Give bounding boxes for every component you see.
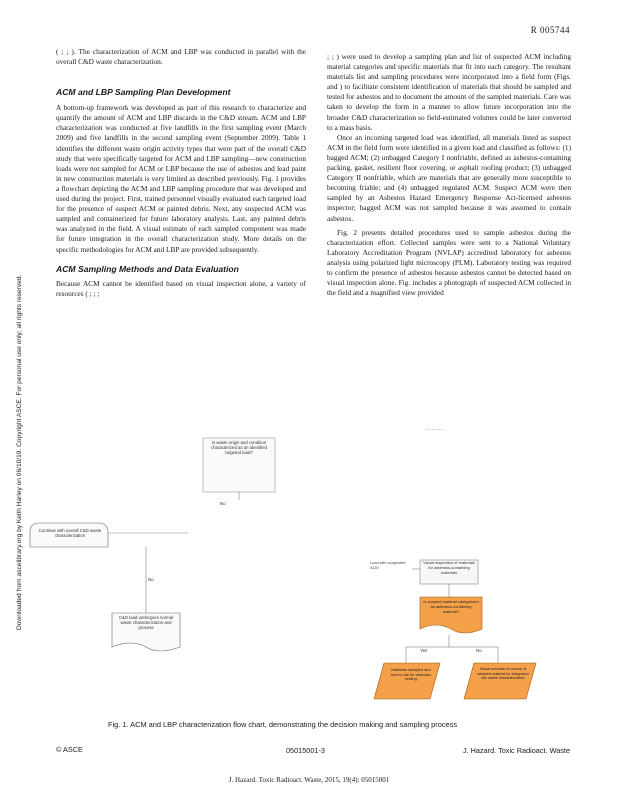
flow-top-label: - - - - - - — [426, 427, 443, 433]
right-paragraph-classification: Once an incoming targeted load was identified, all materials listed as suspect ACM in the field form were identified in a given load and classified as follows: (1) bagged ACM; (2) unbagged Category I nonfriable, defined as asbestos-containing packing, gasket, resilient floor covering, or asphalt roofing product; (3) unbagged Category II nonfriable, which are materials that are generally more susceptible to becoming friable; and (4) unbagged regulated ACM. Suspect ACM were then sampled by an Asbestos Hazard Emergency Response Act-licensed asbestos inspector; bagged ACM was not sampled because it was assumed to contain asbestos. — [327, 132, 571, 223]
left-paragraph-framework: A bottom-up framework was developed as part of this research to characterize and quantify the amount of ACM and LBP discards in the C&D stream. ACM and LBP characterization was conducted at five landfills in the first sampling event (March 2009) and five landfills in the second sampling event (September 2009). Table 1 identifies the different waste origin activity types that were part of the overall C&D study that were specifically targeted for ACM and LBP sampling—new construction loads were not sampled for ACM or LBP because the use of asbestos and lead paint in new construction materials is very limited as described previously. Fig. 1 provides a flowchart depicting the ACM and LBP sampling procedure that was developed and used during the project. First, trained personnel visually evaluated each targeted load for the presence of suspect ACM or painted debris. Next, any suspected ACM was sampled and containerized for future laboratory analysis. Last, any painted debris was analyzed in the field. A visual estimate of each sampled component was made for future integration in the overall characterization study. More details on the specific methodologies for ACM and LBP are provided subsequently. — [56, 103, 306, 254]
flow-box-top-text: Is waste origin and condition characterized as an identified targeted load? — [211, 440, 267, 456]
flow-output-sampled — [374, 663, 440, 699]
right-column — [327, 52, 571, 298]
document-id: R 005744 — [530, 25, 570, 35]
flow-box-right-text: Visual inspection of materials for asbestos-containing materials — [423, 561, 475, 575]
right-paragraph-resources: ; ; ) were used to develop a sampling plan and list of suspected ACM including material categories and specific materials that fit into each category. The resultant materials list and sampling procedures were incorporated into a field form (Figs. and ) to facilitate consistent identification of materials that should be sampled and tested for asbestos and to document the amount of the sampled materials. Care was taken to develop the form in a manner to allow future incorporation into the broader C&D characterization so field-estimated volumes could be later converted to a mass basis. — [327, 52, 571, 132]
section-heading-sampling-plan: ACM and LBP Sampling Plan Development — [56, 87, 231, 98]
footer-page-number: 05015001-3 — [286, 746, 325, 755]
flow-box-left-low-text: C&D load undergoes normal waste characterization and process — [118, 615, 174, 631]
left-paragraph-acm: Because ACM cannot be identified based on visual inspection alone, a variety of resources ( ; ; ; — [56, 278, 306, 298]
figure-caption: Fig. 1. ACM and LBP characterization flow chart, demonstrating the decision making and sampling process — [108, 720, 458, 729]
flow-decision-acm — [420, 597, 482, 633]
side-note-text: Downloaded from ascelibrary.org by Keith Harley on 06/10/19. Copyright ASCE. For personal use only; all rights reserved. — [16, 274, 23, 630]
flow-edge-yes: Yes — [420, 648, 428, 653]
footer-journal: J. Hazard. Toxic Radioact. Waste — [462, 746, 570, 755]
flow-decision-text: Is suspect material categorized as asbestos-containing material? — [423, 600, 479, 614]
flow-box-targeted-load — [203, 438, 275, 492]
flow-output-left-text: Materials sampled and sent to lab for asbestos testing — [390, 668, 432, 682]
citation-line: J. Hazard. Toxic Radioact. Waste, 2015, 19(4): 05015001 — [228, 776, 390, 784]
flow-box-visual-inspection — [420, 560, 478, 584]
flow-edge-no-top: No — [220, 501, 226, 506]
flow-box-normal-characterization — [112, 613, 180, 651]
flow-box-left-text: Continue with overall C&D waste characterization — [38, 528, 102, 539]
section-heading-acm-methods: ACM Sampling Methods and Data Evaluation — [56, 263, 239, 274]
download-side-note — [4, 110, 23, 630]
flow-box-continue — [30, 523, 108, 547]
left-paragraph-intro: ( ; ; ). The characterization of ACM and LBP was conducted in parallel with the overall C&D waste characterization. — [56, 47, 306, 67]
flow-edge-no-left: No — [148, 577, 154, 582]
flowchart-figure — [28, 425, 590, 715]
flow-output-volume-estimate — [464, 663, 536, 699]
footer-copyright: © ASCE — [56, 745, 83, 754]
left-column — [56, 47, 306, 299]
flow-output-right-text: Visual estimate of volume of sampled material for integration into waste characterization — [477, 667, 529, 680]
right-paragraph-procedures: Fig. 2 presents detailed procedures used to sample asbestos during the characterization effort. Collected samples were sent to a National Voluntary Laboratory Accreditation Program (NVLAP) accredited laboratory for asbestos analysis using polarized light microscopy (PLM). Laboratory testing was required to confirm the presence of asbestos because asbestos cannot be detected based on visual inspection alone. Fig. includes a photograph of suspected ACM collected in the field and a magnified view provided — [327, 227, 571, 298]
flow-edge-no: No — [476, 648, 482, 653]
flow-side-small-label: Load with suspected ACM — [370, 561, 406, 570]
